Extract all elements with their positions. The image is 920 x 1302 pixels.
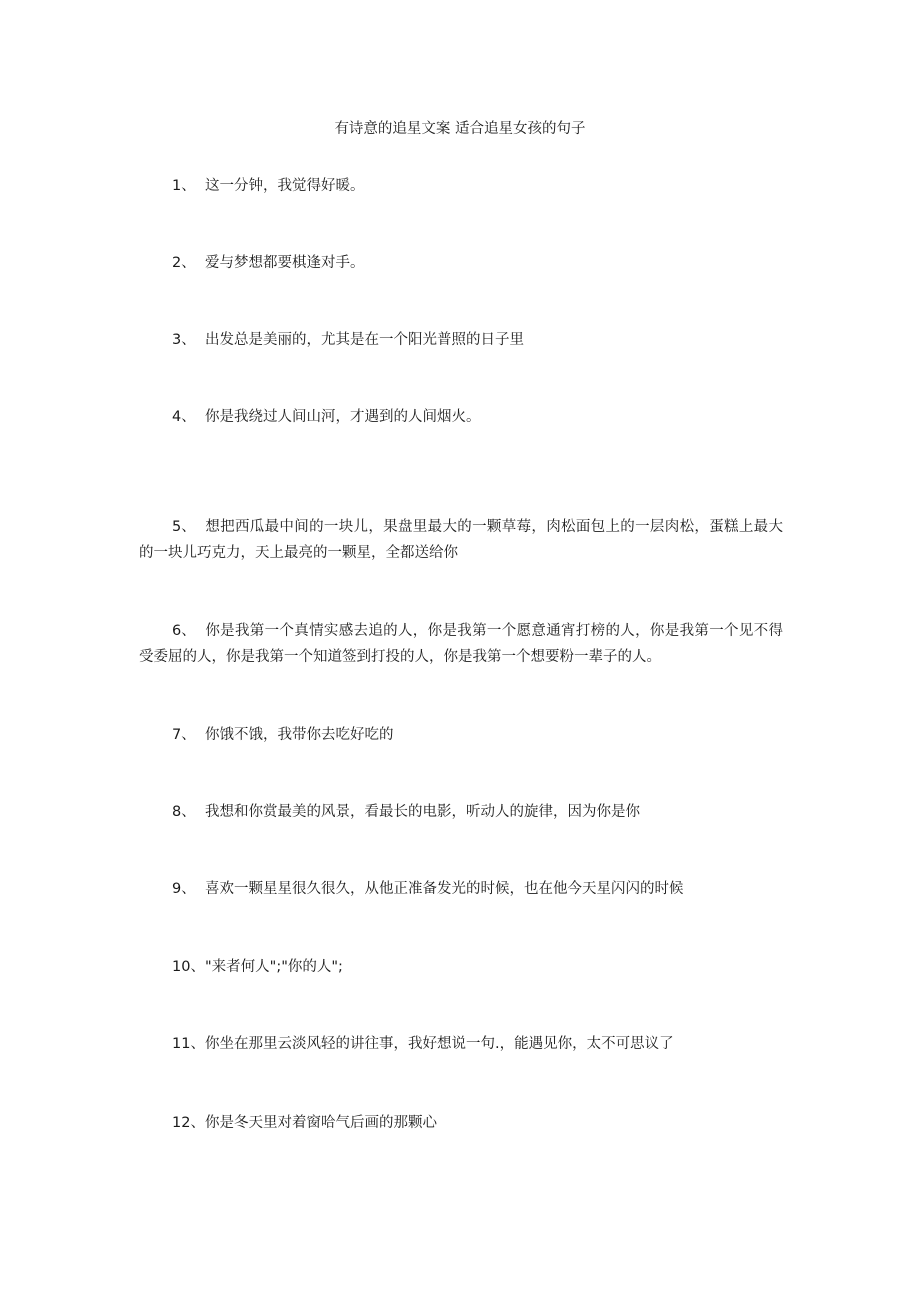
item-number: 11、 [172, 1036, 205, 1052]
item-number: 9、 [172, 881, 196, 897]
item-number: 10、 [172, 959, 205, 975]
item-text: 出发总是美丽的，尤其是在一个阳光普照的日子里 [205, 332, 524, 348]
item-text: 想把西瓜最中间的一块儿，果盘里最大的一颗草莓，肉松面包上的一层肉松，蛋糕上最大的一块儿巧克力，天上最亮的一颗星，全都送给你 [139, 519, 783, 561]
item-text: 你饿不饿，我带你去吃好吃的 [205, 727, 394, 743]
item-number: 1、 [172, 178, 196, 194]
item-text: 你坐在那里云淡风轻的讲往事，我好想说一句.，能遇见你，太不可思议了 [205, 1036, 674, 1052]
item-number: 8、 [172, 804, 196, 820]
item-number: 5、 [172, 519, 196, 535]
item-number: 12、 [172, 1115, 205, 1131]
list-item [139, 515, 783, 566]
list-item [139, 405, 783, 431]
item-number: 2、 [172, 255, 196, 271]
list-item [139, 1111, 783, 1137]
item-number: 7、 [172, 727, 196, 743]
item-number: 6、 [172, 623, 196, 639]
item-text: "来者何人";"你的人"; [205, 959, 343, 975]
item-text: 你是我第一个真情实感去追的人，你是我第一个愿意通宵打榜的人，你是我第一个见不得受委屈的人，你是我第一个知道签到打投的人，你是我第一个想要粉一辈子的人。 [139, 623, 783, 665]
item-text: 我想和你赏最美的风景，看最长的电影，听动人的旋律，因为你是你 [205, 804, 640, 820]
list-item [139, 877, 783, 903]
document-title: 有诗意的追星文案 适合追星女孩的句子 [334, 121, 586, 137]
item-text: 爱与梦想都要棋逢对手。 [205, 255, 365, 271]
list-item [139, 800, 783, 826]
item-number: 3、 [172, 332, 196, 348]
list-item [139, 174, 783, 200]
item-text: 你是冬天里对着窗哈气后画的那颗心 [205, 1115, 437, 1131]
list-item [139, 251, 783, 277]
item-text: 这一分钟，我觉得好暖。 [205, 178, 365, 194]
list-item [139, 723, 783, 749]
item-number: 4、 [172, 409, 196, 425]
list-item [139, 955, 783, 981]
item-text: 你是我绕过人间山河，才遇到的人间烟火。 [205, 409, 481, 425]
item-text: 喜欢一颗星星很久很久，从他正准备发光的时候，也在他今天星闪闪的时候 [205, 881, 684, 897]
list-item [139, 1032, 783, 1058]
list-item [139, 619, 783, 670]
list-item [139, 328, 783, 354]
